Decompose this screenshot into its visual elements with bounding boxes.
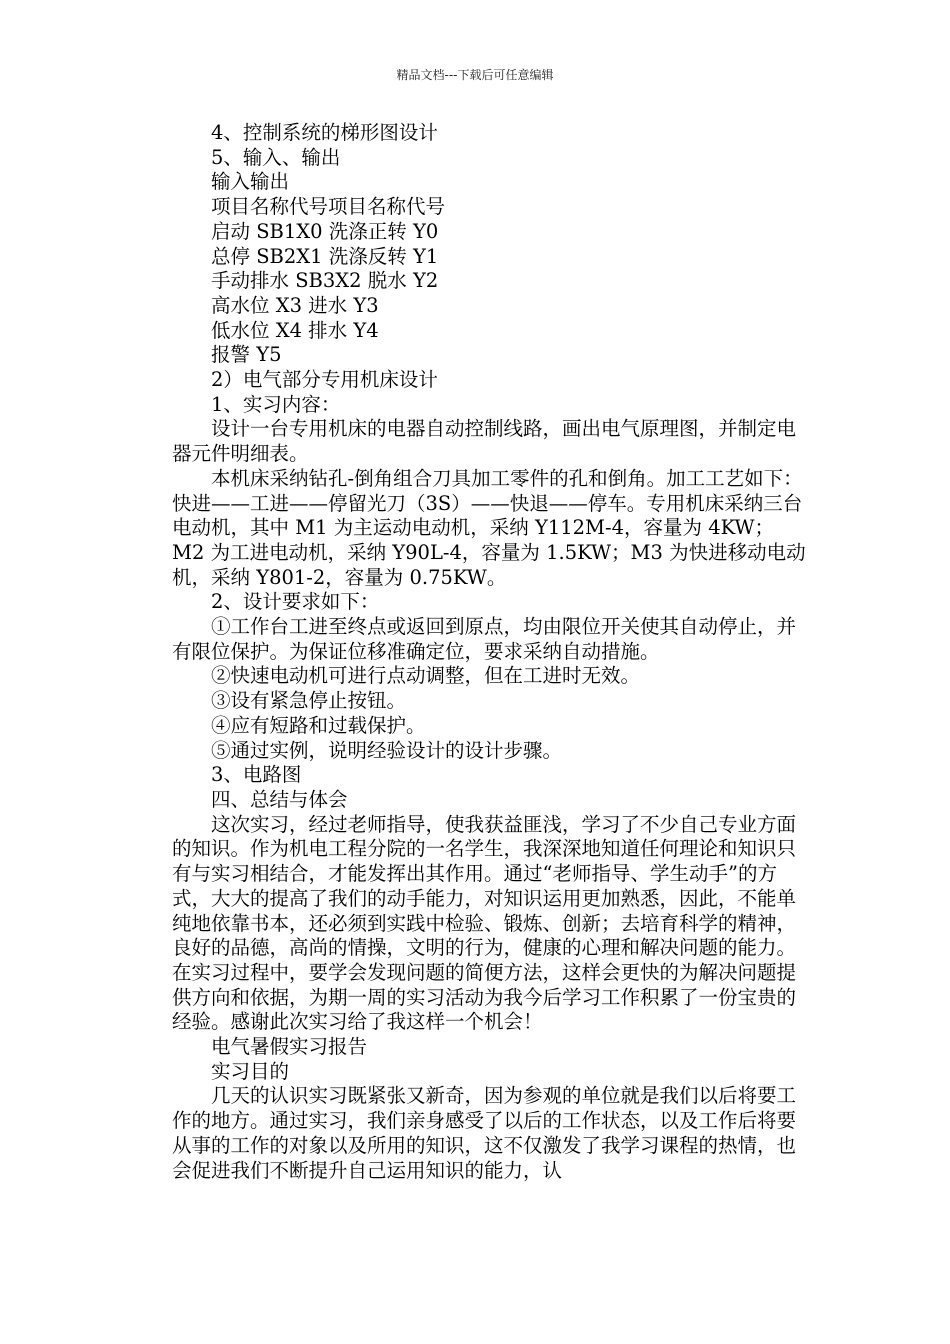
page-header: 精品文档---下载后可任意编辑 <box>396 68 554 82</box>
paragraph: ①工作台工进至终点或返回到原点，均由限位开关使其自动停止，并有限位保护。为保证位移准确定位，要求采纳自动措施。 <box>172 615 797 663</box>
paragraph: 报警 Y5 <box>211 343 282 367</box>
paragraph: 2、设计要求如下： <box>211 590 380 614</box>
paragraph: 1、实习内容： <box>211 392 341 416</box>
paragraph: 项目名称代号项目名称代号 <box>211 195 446 219</box>
paragraph: ②快速电动机可进行点动调整，但在工进时无效。 <box>211 664 641 688</box>
paragraph: 启动 SB1X0 洗涤正转 Y0 <box>211 219 439 243</box>
paragraph: 2）电气部分专用机床设计 <box>211 368 438 392</box>
paragraph: 电气暑假实习报告 <box>211 1035 368 1059</box>
paragraph: 总停 SB2X1 洗涤反转 Y1 <box>211 244 439 268</box>
paragraph: 设计一台专用机床的电器自动控制线路，画出电气原理图，并制定电器元件明细表。 <box>172 417 797 466</box>
paragraph: ③设有紧急停止按钮。 <box>211 689 407 713</box>
paragraph: ④应有短路和过载保护。 <box>211 713 426 737</box>
paragraph: 低水位 X4 排水 Y4 <box>211 318 379 342</box>
document-body <box>172 121 806 1183</box>
paragraph: 实习目的 <box>211 1059 290 1083</box>
paragraph: 四、总结与体会 <box>211 787 348 811</box>
paragraph: 5、输入、输出 <box>211 145 341 169</box>
paragraph: 输入输出 <box>211 170 290 194</box>
paragraph: 本机床采纳钻孔-倒角组合刀具加工零件的孔和倒角。加工工艺如下：快进——工进——停留光刀（3S）——快退——停车。专用机床采纳三台电动机，其中 M1 为主运动电动机，采纳 Y112M-4，容量为 4KW；M2 为工进电动机，采纳 Y90L-4，容量为 1.5KW；M3 为快进移动电动机，采纳 Y801-2，容量为 0.75KW。 <box>172 466 806 589</box>
paragraph: 4、控制系统的梯形图设计 <box>211 121 438 144</box>
paragraph: 高水位 X3 进水 Y3 <box>211 293 379 317</box>
paragraph: 几天的认识实习既紧张又新奇，因为参观的单位就是我们以后将要工作的地方。通过实习，我们亲身感受了以后的工作状态，以及工作后将要从事的工作的对象以及所用的知识，这不仅激发了我学习课程的热情，也会促进我们不断提升自己运用知识的能力，认 <box>172 1084 797 1182</box>
paragraph: 3、电路图 <box>211 763 302 787</box>
paragraph: 手动排水 SB3X2 脱水 Y2 <box>211 269 439 293</box>
paragraph: 这次实习，经过老师指导，使我获益匪浅，学习了不少自己专业方面的知识。作为机电工程分院的一名学生，我深深地知道任何理论和知识只有与实习相结合，才能发挥出其作用。通过“老师指导、学生动手”的方式，大大的提高了我们的动手能力，对知识运用更加熟悉，因此，不能单纯地依靠书本，还必须到实践中检验、锻炼、创新；去培育科学的精神，良好的品德，高尚的情操，文明的行为，健康的心理和解决问题的能力。在实习过程中，要学会发现问题的简便方法，这样会更快的为解决问题提供方向和依据，为期一周的实习活动为我今后学习工作积累了一份宝贵的经验。感谢此次实习给了我这样一个机会！ <box>172 812 797 1034</box>
paragraph: ⑤通过实例，说明经验设计的设计步骤。 <box>211 738 563 762</box>
